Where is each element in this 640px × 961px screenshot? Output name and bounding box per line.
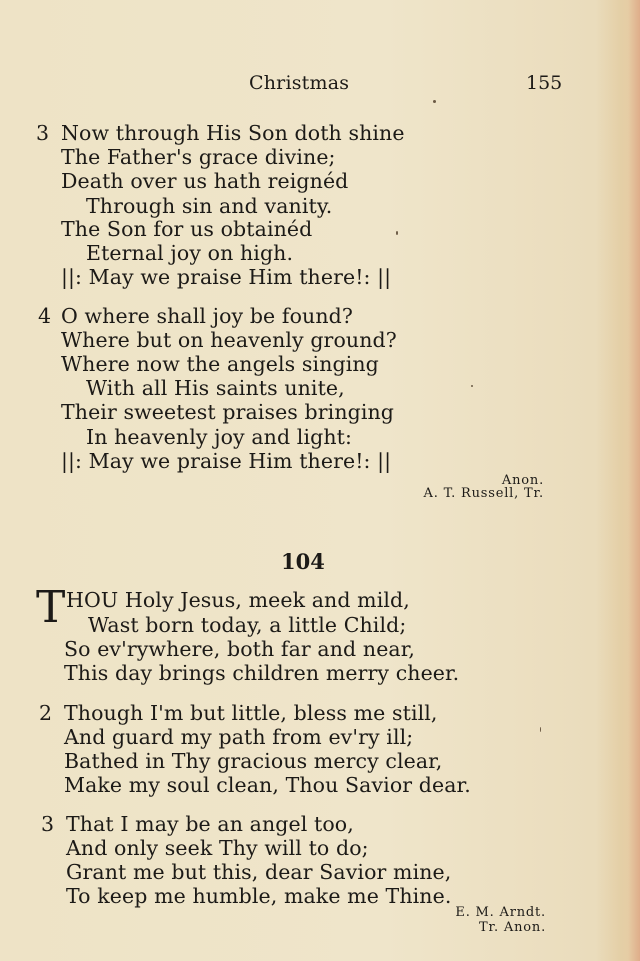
- verse-line: O where shall joy be found?: [61, 304, 353, 328]
- verse-line: Eternal joy on high.: [86, 241, 294, 265]
- verse-line: Now through His Son doth shine: [61, 121, 405, 145]
- paper-speck: [471, 385, 473, 387]
- stanza-number: 3: [36, 121, 50, 145]
- verse-line: Bathed in Thy gracious mercy clear,: [64, 749, 443, 773]
- drop-cap: T: [36, 582, 66, 633]
- verse-line: HOU Holy Jesus, meek and mild,: [66, 588, 410, 612]
- verse-line: Grant me but this, dear Savior mine,: [66, 860, 452, 884]
- page-edge-shading: [628, 0, 640, 961]
- refrain-line: ||: May we praise Him there!: ||: [61, 265, 392, 289]
- verse-line: Where now the angels singing: [61, 352, 379, 376]
- verse-line: The Son for us obtainéd: [61, 217, 313, 241]
- translator-credit: A. T. Russell, Tr.: [423, 486, 544, 501]
- verse-line: With all His saints unite,: [86, 376, 345, 400]
- verse-line: Their sweetest praises bringing: [61, 400, 395, 424]
- verse-line: To keep me humble, make me Thine.: [66, 884, 452, 908]
- paper-speck: [396, 231, 398, 235]
- verse-line: The Father's grace divine;: [61, 145, 336, 169]
- verse-line: Death over us hath reignéd: [61, 169, 349, 193]
- author-credit: E. M. Arndt.: [455, 905, 546, 920]
- refrain-line: ||: May we praise Him there!: ||: [61, 449, 392, 473]
- author-credit: Anon.: [501, 473, 544, 488]
- stanza-number: 4: [38, 304, 52, 328]
- paper-speck: [540, 727, 541, 732]
- verse-line: Through sin and vanity.: [86, 194, 333, 218]
- stanza-number: 3: [41, 812, 55, 836]
- verse-line: Wast born today, a little Child;: [88, 613, 407, 637]
- verse-line: Though I'm but little, bless me still,: [64, 701, 438, 725]
- verse-line: And guard my path from ev'ry ill;: [64, 725, 414, 749]
- stanza-number: 2: [39, 701, 53, 725]
- translator-credit: Tr. Anon.: [478, 920, 546, 935]
- paper-speck: [433, 100, 436, 103]
- verse-line: This day brings children merry cheer.: [64, 661, 460, 685]
- verse-line: In heavenly joy and light:: [86, 425, 352, 449]
- section-title: Christmas: [249, 72, 350, 94]
- verse-line: And only seek Thy will to do;: [66, 836, 369, 860]
- verse-line: Make my soul clean, Thou Savior dear.: [64, 773, 471, 797]
- hymn-number: 104: [281, 549, 325, 574]
- verse-line: That I may be an angel too,: [66, 812, 354, 836]
- verse-line: So ev'rywhere, both far and near,: [64, 637, 416, 661]
- page-number: 155: [526, 72, 563, 94]
- verse-line: Where but on heavenly ground?: [61, 328, 397, 352]
